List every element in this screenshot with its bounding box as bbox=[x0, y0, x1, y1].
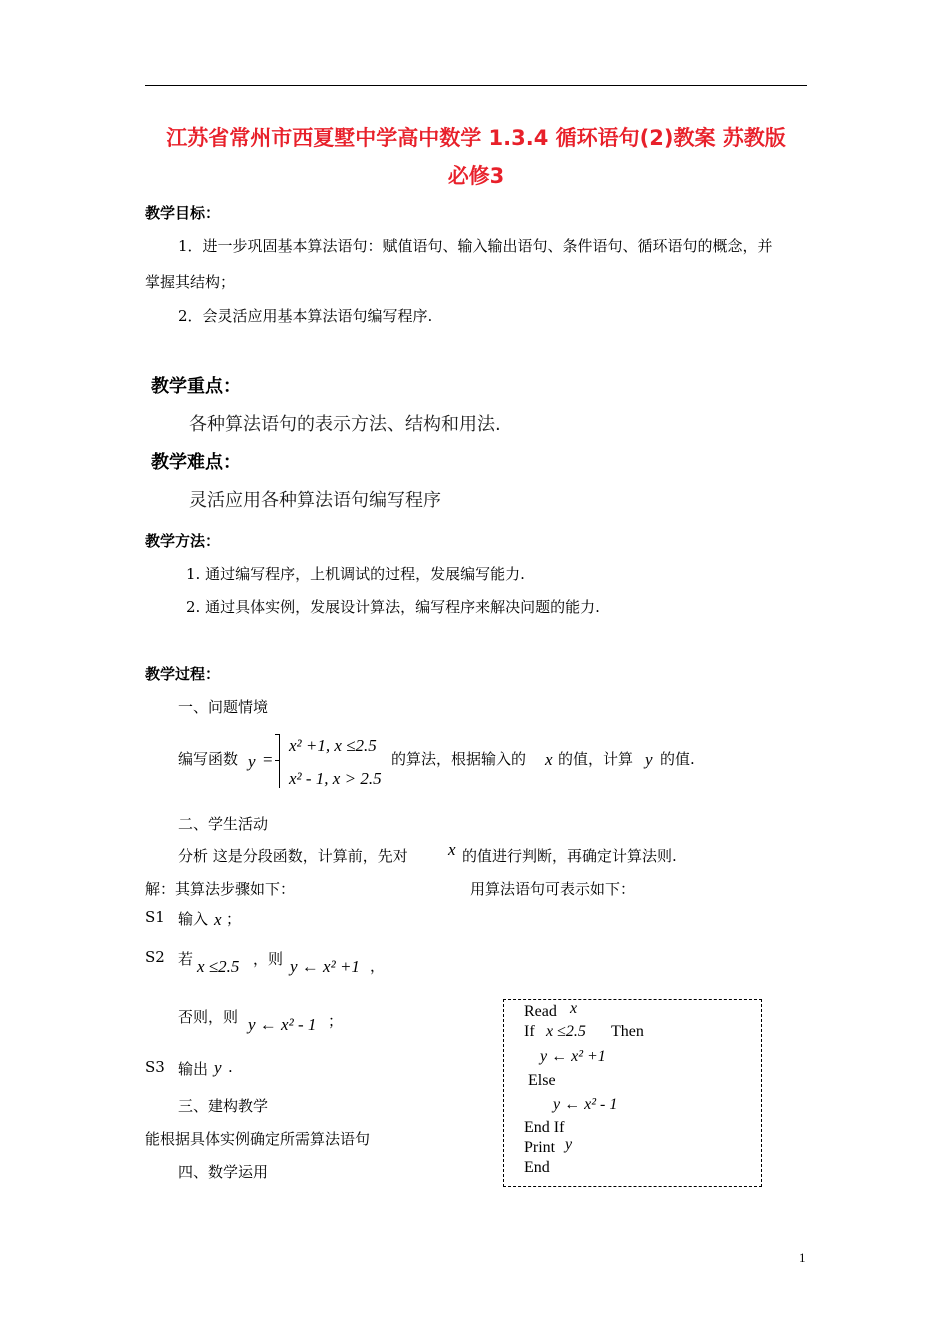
step-s3-text: 输出 bbox=[178, 1060, 209, 1078]
analysis-text-a: 分析 这是分段函数，计算前，先对 bbox=[178, 847, 408, 865]
section-problem-situation: 一、问题情境 bbox=[178, 698, 269, 716]
step-else-text: 否则，则 bbox=[178, 1008, 239, 1026]
problem-var-x: x bbox=[545, 750, 553, 769]
difficulties-text: 灵活应用各种算法语句编写程序 bbox=[189, 490, 441, 511]
page-number: 1 bbox=[799, 1250, 806, 1265]
problem-middle: 的算法，根据输入的 bbox=[391, 750, 527, 768]
step-s1-end: ； bbox=[226, 910, 242, 928]
step-s2-then: ，则 bbox=[253, 950, 284, 968]
objective-item-2: 2．会灵活应用基本算法语句编写程序. bbox=[178, 307, 433, 325]
piecewise-brace bbox=[279, 734, 288, 788]
key-points-heading: 教学重点： bbox=[151, 376, 241, 397]
analysis-text-b: 的值进行判断，再确定计算法则. bbox=[462, 847, 677, 865]
objective-item-1a: 1．进一步巩固基本算法语句：赋值语句、输入输出语句、条件语句、循环语句的概念，并 bbox=[178, 237, 773, 255]
analysis-var-x: x bbox=[448, 840, 456, 859]
section-construct-teaching: 三、建构教学 bbox=[178, 1097, 269, 1115]
piecewise-case-1: x² +1, x ≤2.5 bbox=[289, 736, 377, 755]
step-s1-label: S1 bbox=[145, 908, 165, 926]
key-points-text: 各种算法语句的表示方法、结构和用法. bbox=[189, 414, 501, 435]
piecewise-case-2: x² - 1, x > 2.5 bbox=[289, 769, 382, 788]
step-s2-if: 若 bbox=[178, 950, 194, 968]
step-s2-label: S2 bbox=[145, 948, 165, 966]
document-title-line2: 必修3 bbox=[447, 164, 505, 188]
code-then: Then bbox=[611, 1023, 644, 1040]
code-if: If bbox=[524, 1023, 535, 1040]
problem-suffix: 的值. bbox=[660, 750, 695, 768]
step-s2-assign: y ← x² +1 bbox=[290, 957, 360, 976]
code-assign-1: y ← x² +1 bbox=[540, 1048, 606, 1065]
method-item-1: 1. 通过编写程序，上机调试的过程，发展编写能力. bbox=[186, 565, 525, 583]
step-s2-condition: x ≤2.5 bbox=[197, 957, 240, 976]
solution-code-intro: 用算法语句可表示如下： bbox=[470, 880, 636, 898]
method-item-2: 2. 通过具体实例，发展设计算法，编写程序来解决问题的能力. bbox=[186, 598, 600, 616]
code-end-if: End If bbox=[524, 1119, 565, 1136]
step-else-assign: y ← x² - 1 bbox=[248, 1015, 317, 1034]
code-assign-2: y ← x² - 1 bbox=[553, 1096, 618, 1113]
step-s1-text: 输入 bbox=[178, 910, 209, 928]
section-math-application: 四、数学运用 bbox=[178, 1163, 269, 1181]
problem-var-y: y bbox=[645, 750, 653, 769]
solution-steps-intro: 解：其算法步骤如下： bbox=[145, 880, 296, 898]
step-s3-label: S3 bbox=[145, 1058, 165, 1076]
document-title-line1: 江苏省常州市西夏墅中学高中数学 1.3.4 循环语句(2)教案 苏教版 bbox=[166, 126, 786, 150]
step-s2-end: ， bbox=[370, 957, 386, 975]
step-s3-var: y bbox=[214, 1058, 222, 1077]
code-read-var: x bbox=[570, 1000, 578, 1017]
objective-item-1b: 掌握其结构； bbox=[145, 273, 236, 291]
section-student-activity: 二、学生活动 bbox=[178, 815, 269, 833]
code-print-var: y bbox=[565, 1136, 573, 1153]
code-if-condition: x ≤2.5 bbox=[546, 1023, 586, 1040]
func-y: y bbox=[248, 752, 256, 771]
construct-teaching-text: 能根据具体实例确定所需算法语句 bbox=[145, 1130, 371, 1148]
step-s3-end: . bbox=[228, 1058, 233, 1076]
step-s1-var: x bbox=[214, 910, 222, 929]
difficulties-heading: 教学难点： bbox=[151, 452, 241, 473]
objectives-heading: 教学目标： bbox=[145, 204, 221, 222]
code-else: Else bbox=[528, 1072, 556, 1089]
problem-prefix: 编写函数 bbox=[178, 750, 239, 768]
process-heading: 教学过程： bbox=[145, 665, 221, 683]
func-equals: = bbox=[263, 750, 273, 769]
code-print: Print bbox=[524, 1139, 556, 1156]
step-else-end: ； bbox=[328, 1012, 344, 1030]
methods-heading: 教学方法： bbox=[145, 532, 221, 550]
header-rule bbox=[145, 85, 807, 86]
code-end: End bbox=[524, 1159, 550, 1176]
code-read: Read bbox=[524, 1003, 557, 1020]
problem-middle-2: 的值，计算 bbox=[558, 750, 634, 768]
